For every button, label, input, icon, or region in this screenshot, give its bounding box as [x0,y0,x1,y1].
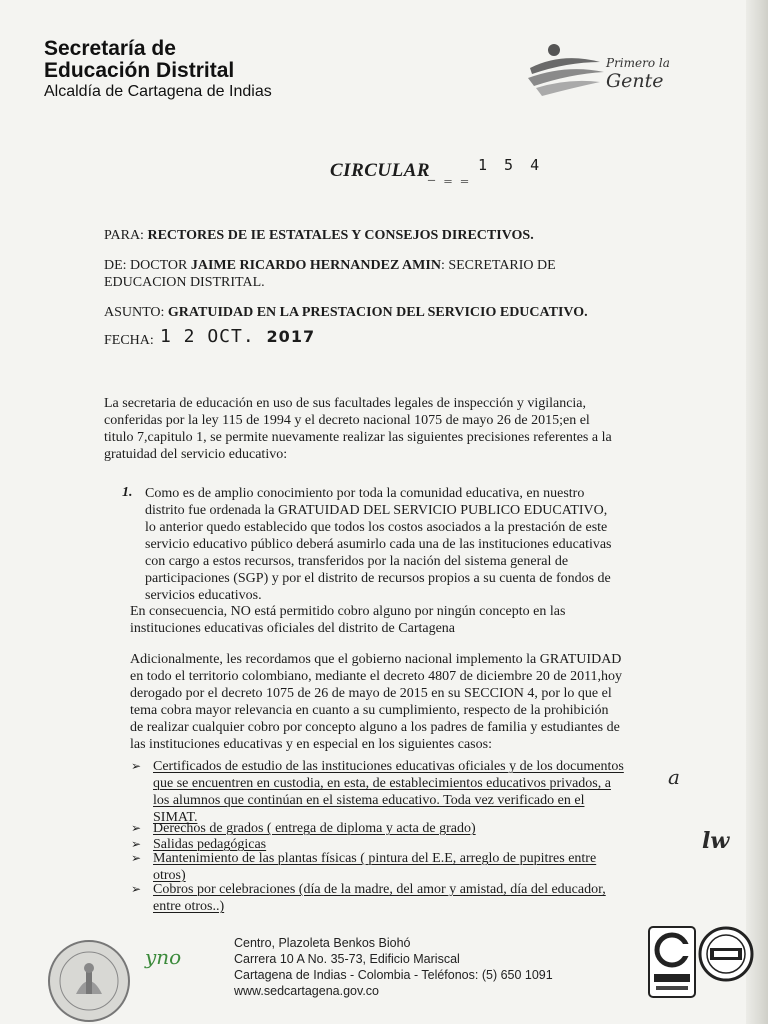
text-line: participaciones (SGP) y por el distrito de recursos propios a su cuenta de fondos de [145,571,611,586]
text-line: lo anterior quedo establecido que todos los costos asociados a la prestación de este [145,520,608,535]
text-line: servicios educativos. [145,588,262,603]
text-line: La secretaria de educación en uso de sus facultades legales de inspección y vigilancia, [104,396,587,411]
asunto-label: ASUNTO: [104,305,165,320]
address-line: Cartagena de Indias - Colombia - Teléfonos: (5) 650 1091 [234,968,553,982]
text-line: conferidas por la ley 115 de 1994 y el decreto nacional 1075 de mayo 26 de 2015;en el [104,413,590,428]
address-line: Centro, Plazoleta Benkos Biohó [234,936,411,950]
text-line: servicio educativo público deberá asumirlo cada una de las instituciones educativas [145,537,612,552]
arrow-bullet-icon: ➢ [131,882,142,896]
page-edge-shadow [746,0,768,1024]
de-field [104,257,556,274]
arrow-bullet-icon: ➢ [131,821,142,835]
item1-paragraph [145,485,665,604]
fecha-stamp [160,326,315,347]
handwritten-footer-mark: yno [145,945,182,969]
text-line: entre otros..) [153,899,225,914]
text-line: distrito fue ordenada la GRATUIDAD DEL SERVICIO PUBLICO EDUCATIVO, [145,503,608,518]
circular-title: CIRCULAR [330,160,431,181]
text-line: SIMAT. [153,810,198,825]
org-name-line1: Secretaría de [44,37,176,60]
footer-address [234,935,553,999]
text-line: Certificados de estudio de las instituciones educativas oficiales y de los documentos [153,759,624,774]
text-line: Derechos de grados ( entrega de diploma y acta de grado) [153,821,476,836]
text-line: Salidas pedagógicas [153,837,267,852]
circular-number-stamp: 1 5 4 [478,156,544,174]
org-subtitle: Alcaldía de Cartagena de Indias [44,83,272,100]
de-label: DE: DOCTOR [104,258,188,273]
intro-paragraph [104,395,664,463]
text-line: Adicionalmente, les recordamos que el gobierno nacional implemento la GRATUIDAD [130,652,622,667]
handwritten-initials: lw [702,828,730,854]
fecha-day-month: 1 2 OCT. [160,326,255,347]
district-seal-icon [46,938,132,1024]
de-name: JAIME RICARDO HERNANDEZ AMIN [190,258,441,273]
fecha-year: 2017 [266,327,316,346]
asunto-field [104,304,588,321]
text-line: con cargo a estos recursos, transferidos por la nación del sistema general de [145,554,569,569]
text-line: titulo 7,capitulo 1, se permite nuevamente realizar las siguientes precisiones referentes a la [104,430,612,445]
org-name-line2: Educación Distrital [44,59,235,82]
text-line: otros) [153,868,186,883]
text-line: las instituciones educativas y en especial en los siguientes casos: [130,737,492,752]
text-line: Como es de amplio conocimiento por toda la comunidad educativa, en nuestro [145,486,585,501]
arrow-bullet-icon: ➢ [131,851,142,865]
para-label: PARA: [104,228,144,243]
arrow-bullet-icon: ➢ [131,837,142,851]
address-line: www.sedcartagena.gov.co [234,984,379,998]
text-line: Cobros por celebraciones (día de la madre, del amor y amistad, día del educador, [153,882,606,897]
para-field [104,227,534,244]
logo-tagline-top: Primero la [606,56,670,70]
adicionalmente-paragraph [130,651,665,753]
arrow-bullet-icon: ➢ [131,759,142,773]
text-line: derogado por el decreto 1075 de 26 de mayo de 2015 en su SECCION 4, por lo que el [130,686,612,701]
consecuencia-paragraph [130,603,665,637]
text-line: que se encuentren en custodia, en esta, de establecimientos educativos privados, a [153,776,611,791]
de-field-line2: EDUCACION DISTRITAL. [104,275,265,290]
text-line: de realizar cualquier cobro por concepto alguno a los padres de familia y estudiantes de [130,720,620,735]
text-line: En consecuencia, NO está permitido cobro alguno por ningún concepto en las [130,604,566,619]
circular-blank-line: _ ‗ ‗ [428,168,471,183]
logo-tagline-bottom: Gente [606,70,664,92]
address-line: Carrera 10 A No. 35-73, Edificio Mariscal [234,952,460,966]
para-value: RECTORES DE IE ESTATALES Y CONSEJOS DIRECTIVOS. [147,228,534,243]
text-line: gratuidad del servicio educativo: [104,447,288,462]
organization-header [44,38,272,101]
handwritten-margin-note: a [668,765,680,789]
text-line: en todo el territorio colombiano, mediante el decreto 4807 de diciembre 20 de 2011,hoy [130,669,623,684]
text-line: instituciones educativas oficiales del distrito de Cartagena [130,621,456,636]
text-line: los alumnos que continúan en el sistema educativo. Toda vez verificado en el [153,793,585,808]
item-number: 1. [122,485,133,500]
iqnet-certification-icon [698,926,754,982]
fecha-label: FECHA: [104,333,154,348]
asunto-value: GRATUIDAD EN LA PRESTACION DEL SERVICIO EDUCATIVO. [167,305,588,320]
iso-9001-certification-icon [648,926,696,998]
de-title: : SECRETARIO DE [440,258,556,273]
text-line: tema cobra mayor relevancia en cuanto a su cumplimiento, respecto de la prohibición [130,703,609,718]
text-line: Mantenimiento de las plantas físicas ( pintura del E.E, arreglo de pupitres entre [153,851,597,866]
